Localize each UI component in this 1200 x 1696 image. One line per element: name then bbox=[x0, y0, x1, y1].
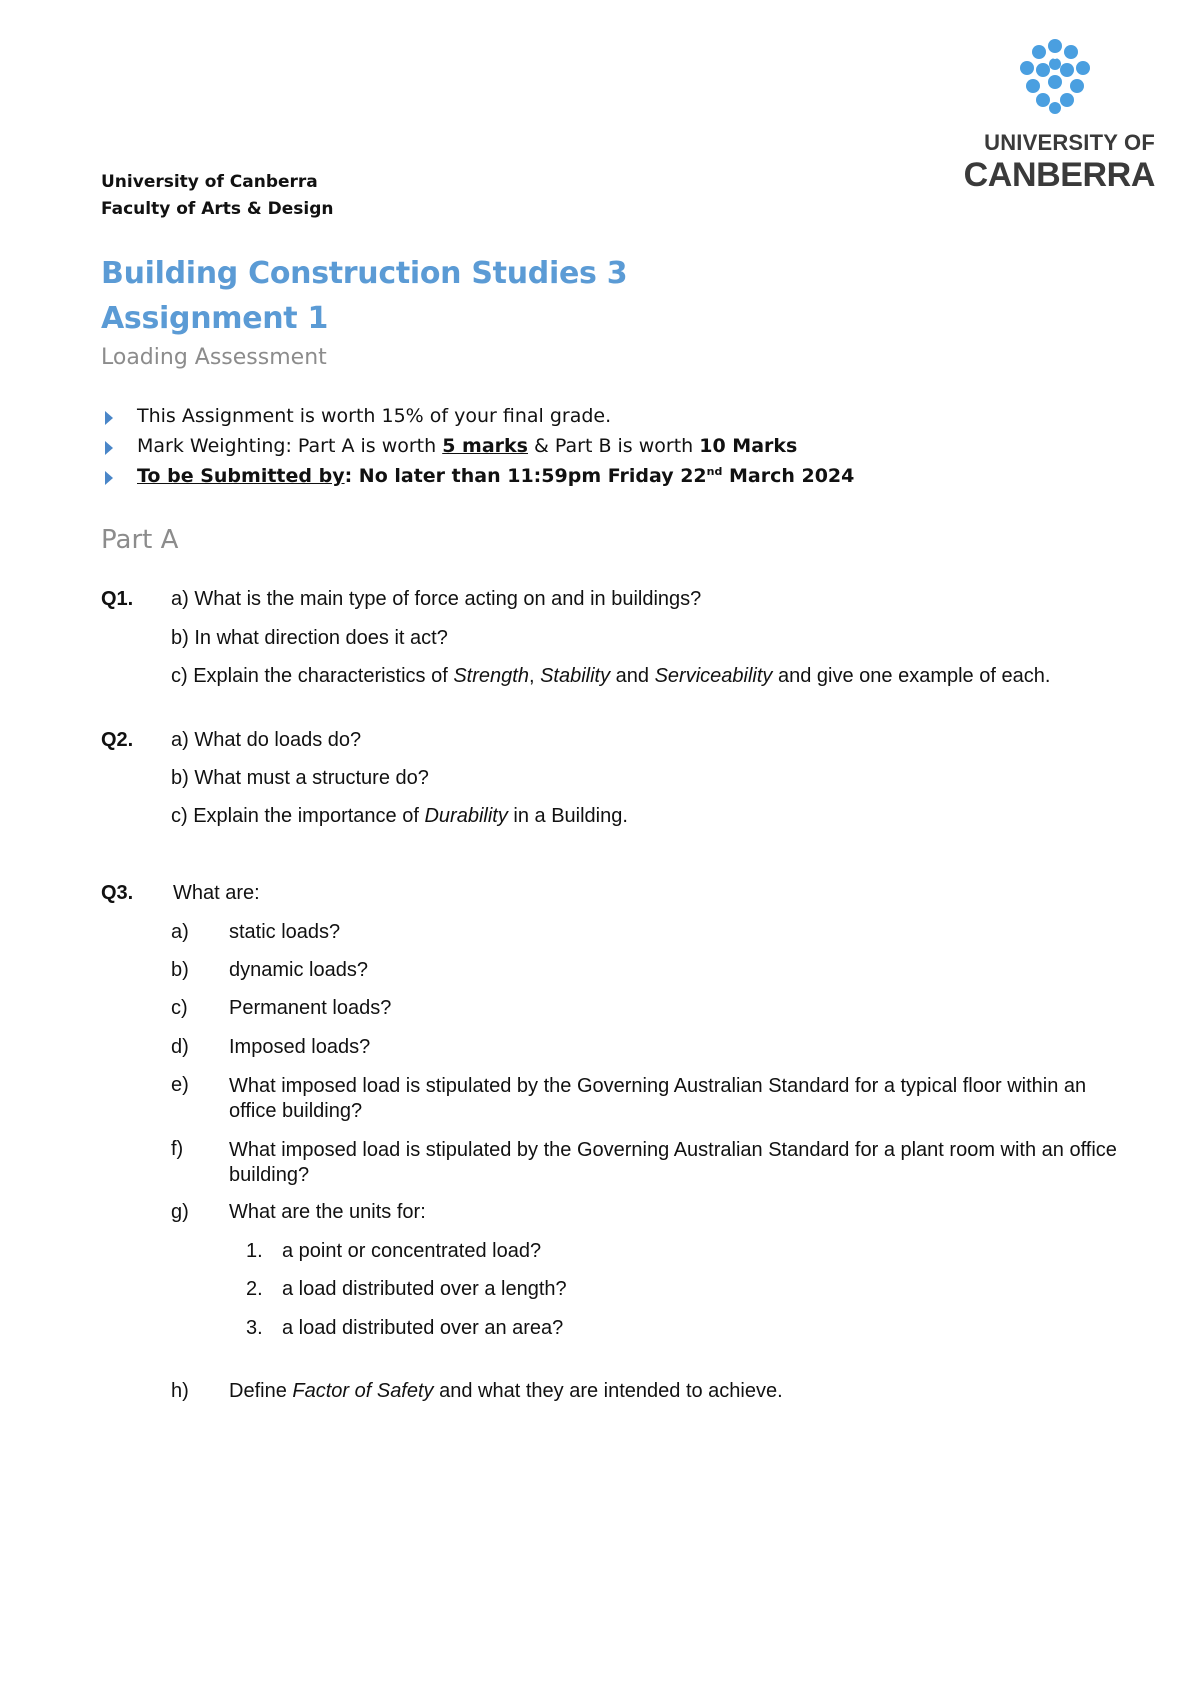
list-item: dynamic loads? bbox=[229, 959, 368, 981]
university-crest-icon bbox=[1013, 38, 1097, 118]
list-item bbox=[105, 405, 1005, 435]
university-name: University of Canberra bbox=[101, 172, 318, 192]
triangle-bullet-icon bbox=[105, 411, 113, 425]
sub-list-item: a point or concentrated load? bbox=[282, 1240, 542, 1262]
list-item: Define Factor of Safety and what they are intended to achieve. bbox=[229, 1380, 783, 1402]
course-title: Building Construction Studies 3 bbox=[101, 256, 628, 291]
list-item: Permanent loads? bbox=[229, 997, 392, 1019]
list-item-label: h) bbox=[171, 1380, 189, 1402]
triangle-bullet-icon bbox=[105, 441, 113, 455]
sub-list-item: a load distributed over an area? bbox=[282, 1317, 564, 1339]
part-a-marks: 5 marks bbox=[442, 435, 528, 457]
q1-part-a: a) What is the main type of force acting on and in buildings? bbox=[171, 588, 702, 610]
list-item bbox=[105, 465, 1005, 495]
assignment-subtitle: Loading Assessment bbox=[101, 345, 327, 370]
q3-intro: What are: bbox=[173, 882, 260, 904]
due-date-text: To be Submitted by: No later than 11:59pm Friday 22nd March 2024 bbox=[137, 465, 855, 487]
list-item-label: f) bbox=[171, 1138, 184, 1160]
assignment-info-list bbox=[105, 405, 1005, 495]
list-item-label: b) bbox=[171, 959, 189, 981]
list-item-label: e) bbox=[171, 1074, 189, 1096]
sub-list-item: a load distributed over a length? bbox=[282, 1278, 567, 1300]
list-item: What are the units for: bbox=[229, 1201, 426, 1223]
faculty-name: Faculty of Arts & Design bbox=[101, 199, 334, 219]
question-number: Q1. bbox=[101, 588, 134, 610]
sub-item-number: 2. bbox=[246, 1278, 263, 1300]
due-date-label: To be Submitted by bbox=[137, 465, 345, 487]
sub-item-number: 3. bbox=[246, 1317, 263, 1339]
grade-weight-text: This Assignment is worth 15% of your final grade. bbox=[137, 405, 612, 427]
q2-part-b: b) What must a structure do? bbox=[171, 767, 429, 789]
question-number: Q2. bbox=[101, 729, 134, 751]
part-b-marks: 10 Marks bbox=[699, 435, 798, 457]
logo-text-university-of: UNIVERSITY OF bbox=[984, 130, 1155, 155]
part-a-heading: Part A bbox=[101, 525, 179, 555]
logo-text-canberra: CANBERRA bbox=[963, 156, 1155, 194]
list-item-label: g) bbox=[171, 1201, 189, 1223]
list-item-label: a) bbox=[171, 921, 189, 943]
sub-item-number: 1. bbox=[246, 1240, 263, 1262]
list-item-label: c) bbox=[171, 997, 188, 1019]
q2-part-a: a) What do loads do? bbox=[171, 729, 362, 751]
list-item: static loads? bbox=[229, 921, 341, 943]
list-item: Imposed loads? bbox=[229, 1036, 371, 1058]
list-item-label: d) bbox=[171, 1036, 189, 1058]
university-logo bbox=[955, 38, 1155, 198]
list-item: What imposed load is stipulated by the Governing Australian Standard for a plant room with an office building? bbox=[229, 1139, 1117, 1186]
q2-part-c: c) Explain the importance of Durability in a Building. bbox=[171, 805, 628, 827]
mark-weighting-text: Mark Weighting: Part A is worth 5 marks & Part B is worth 10 Marks bbox=[137, 435, 798, 457]
question-number: Q3. bbox=[101, 882, 134, 904]
triangle-bullet-icon bbox=[105, 471, 113, 485]
q1-part-b: b) In what direction does it act? bbox=[171, 627, 448, 649]
list-item: What imposed load is stipulated by the Governing Australian Standard for a typical floor within an office building? bbox=[229, 1075, 1087, 1122]
list-item bbox=[105, 435, 1005, 465]
assignment-title: Assignment 1 bbox=[101, 301, 329, 336]
q1-part-c: c) Explain the characteristics of Strength, Stability and Serviceability and give one example of each. bbox=[171, 665, 1051, 687]
